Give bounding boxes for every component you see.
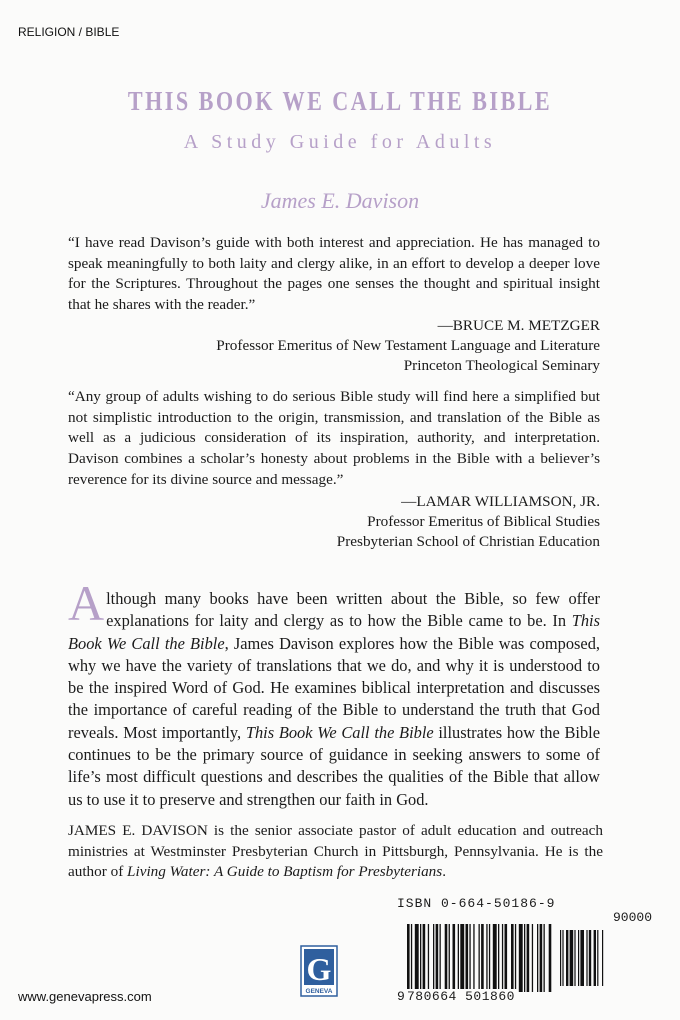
barcode-bar [560, 930, 561, 986]
bio-text: . [442, 863, 446, 881]
book-description [68, 575, 601, 811]
barcode-bar [486, 924, 487, 992]
barcode-bar [566, 930, 568, 986]
barcode-bar [527, 924, 530, 992]
book-title: THIS BOOK WE CALL THE BIBLE [127, 86, 553, 116]
barcode-bar [505, 924, 508, 992]
publisher-website: www.genevapress.com [18, 989, 152, 1004]
price-code: 90000 [613, 910, 653, 925]
geneva-logo-icon [300, 945, 338, 997]
barcode-bar [515, 924, 516, 992]
barcode-bar [580, 930, 584, 986]
description-text: , James Davison explores how the Bible was composed, why we have the variety of translations that we do, and why it is understood to be the inspired Word of God. He examines biblical interpretation and discusses the importance of careful reading of the Bible to understand the truth that God reveals. Most importantly, [68, 633, 600, 742]
barcode-bar [469, 924, 470, 992]
drop-cap: A [68, 575, 105, 631]
endorsement-attribution-1 [0, 316, 600, 376]
barcode-bar [489, 924, 490, 992]
description-italic-title: This Book We Call the Bible [68, 611, 600, 653]
endorser-institution: Princeton Theological Seminary [403, 357, 600, 374]
barcode-bar [423, 924, 426, 992]
barcode-bar [449, 924, 450, 992]
barcode-bar [519, 924, 523, 992]
description-text: illustrates how the Bible continues to be the primary source of guidance in seeking answers to some of life’s most difficult questions and describes the qualities of the Bible that allow us to use it to preserve and strengthen our faith in God. [68, 722, 601, 809]
barcode-bar [458, 924, 459, 992]
barcode-bar [532, 924, 533, 992]
logo-label: GENEVA [305, 988, 333, 995]
barcode-bar [589, 930, 591, 986]
endorser-institution: Presbyterian School of Christian Education [336, 533, 600, 550]
barcode-number: 780664 501860 [407, 989, 515, 1004]
category-label: RELIGION / BIBLE [18, 25, 120, 39]
endorser-name: —BRUCE M. METZGER [437, 317, 600, 334]
barcode-bar [420, 924, 421, 992]
barcode-bar [570, 930, 574, 986]
barcode [397, 924, 607, 994]
endorsement-attribution-2 [0, 492, 600, 552]
endorsement-quote-1: “I have read Davison’s guide with both interest and appreciation. He has managed to speak meaningfully to both laity and clergy alike, in an effort to develop a deeper love for the Scriptures. Throughout the pages one senses the thought and spiritual insight that he shares with the reader.” [68, 234, 600, 314]
endorser-title: Professor Emeritus of New Testament Language and Literature [216, 337, 600, 354]
barcode-bar [473, 924, 474, 992]
barcode-bar [586, 930, 587, 986]
book-author: James E. Davison [260, 188, 420, 213]
author-bio [68, 821, 603, 883]
barcode-bar [502, 924, 503, 992]
barcode-bar [602, 930, 603, 986]
bio-text: JAMES E. DAVISON is the senior associate pastor of adult education and outreach ministries at Westminster Presbyterian Church in Pittsburgh, Pennsylvania. He is the author of [68, 822, 603, 881]
barcode-bar [594, 930, 596, 986]
barcode-bar [537, 924, 538, 992]
geneva-press-logo [300, 945, 338, 997]
barcode-bar [511, 924, 514, 992]
barcode-bar [524, 924, 525, 992]
barcode-bar [562, 930, 563, 986]
barcode-bar [453, 924, 456, 992]
barcode-bar [428, 924, 429, 992]
barcode-bar [445, 924, 448, 992]
barcode-bar [597, 930, 598, 986]
bio-italic-title: Living Water: A Guide to Baptism for Presbyterians [127, 863, 443, 881]
description-italic-title: This Book We Call the Bible [245, 722, 434, 742]
barcode-bar [436, 924, 439, 992]
endorser-title: Professor Emeritus of Biblical Studies [367, 513, 600, 530]
barcode-bar [481, 924, 484, 992]
barcode-bar [498, 924, 499, 992]
barcode-bar [460, 924, 464, 992]
endorsement-quote-2: “Any group of adults wishing to do serious Bible study will find here a simplified but not simplistic introduction to the origin, transmission, and translation of the Bible as well as a judicious consideration of its inspiration, authority, and interpretation. Davison combines a scholar’s honesty about problems in the Bible with a believer’s reverence for its divine source and message.” [68, 388, 600, 488]
barcode-bar [440, 924, 441, 992]
logo-letter: G [306, 951, 332, 987]
barcode-bar [540, 924, 543, 992]
barcode-bar [479, 924, 480, 992]
barcode-bar [433, 924, 434, 992]
barcode-bar [549, 924, 552, 992]
barcode-lead-digit: 9 [397, 989, 405, 1004]
description-text: lthough many books have been written about the Bible, so few offer explanations for laity and clergy as to how the Bible came to be. In [106, 589, 600, 631]
book-subtitle: A Study Guide for Adults [183, 131, 497, 153]
barcode-bar [574, 930, 575, 986]
barcode-bar [415, 924, 419, 992]
barcode-bar [411, 924, 412, 992]
barcode-bar [544, 924, 545, 992]
endorser-name: —LAMAR WILLIAMSON, JR. [401, 493, 600, 510]
barcode-bar [466, 924, 469, 992]
barcode-bar [493, 924, 497, 992]
barcode-bar [407, 924, 410, 992]
isbn-label: ISBN 0-664-50186-9 [397, 896, 556, 911]
barcode-bar [578, 930, 579, 986]
